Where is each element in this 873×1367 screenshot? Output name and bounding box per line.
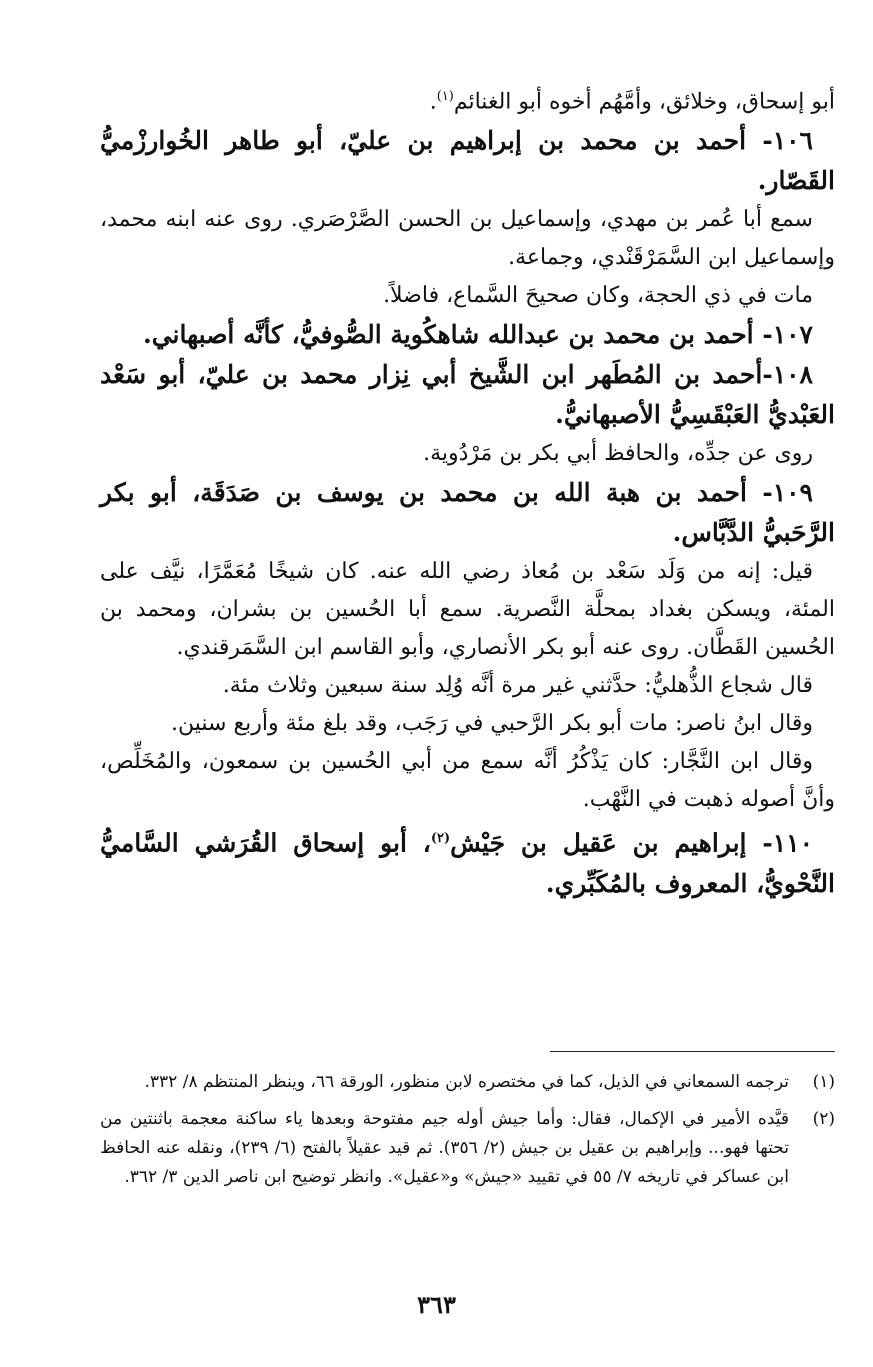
entry-paragraph: مات في ذي الحجة، وكان صحيحَ السَّماع، فاضلاً. — [383, 283, 813, 309]
entry-heading-108: ١٠٨-أحمد بن المُطَهر ابن الشَّيخ أبي نِزار محمد بن عليّ، أبو سَعْد العَبْديُّ العَبْقَسِيُّ الأصبهانيُّ. — [100, 360, 835, 430]
entry-paragraph: قيل: إنه من وَلَد سَعْد بن مُعاذ رضي الله عنه. كان شيخًا مُعَمَّرًا، نيَّف على المئة، ويسكن بغداد بمحلَّة النَّصرية. سمع أبا الحُسين بن بشران، ومحمد بن الحُسين القَطَّان. روى عنه أبو بكر الأنصاري، وأبو القاسم ابن السَّمَرقندي. — [100, 559, 835, 661]
entry-heading-107: ١٠٧- أحمد بن محمد بن عبدالله شاهكُوية الصُّوفيُّ، كأنَّه أصبهاني. — [143, 320, 813, 350]
main-text — [100, 78, 835, 904]
paragraph-continuation — [100, 78, 835, 121]
entry-paragraph: وقال ابن النَّجَّار: كان يَذْكُرُ أنَّه سمع من أبي الحُسين بن سمعون، والمُخَلِّص، وأنَّ أصوله ذهبت في النَّهْب. — [100, 749, 835, 813]
footnote-reference[interactable]: (١) — [436, 89, 454, 104]
paragraph-text: أبو إسحاق، وخلائق، وأمَّهُم أخوه أبو الغنائم — [453, 89, 835, 115]
footnotes — [100, 1068, 835, 1200]
footnote-mark: (٢) — [812, 1109, 835, 1129]
entry-heading-110 — [100, 819, 835, 903]
footnote — [100, 1068, 835, 1097]
entry-paragraph: وقال ابنُ ناصر: مات أبو بكر الرَّحبي في رَجَب، وقد بلغ مئة وأربع سنين. — [171, 711, 813, 737]
entry-paragraph: روى عن جدِّه، والحافظ أبي بكر بن مَرْدُوية. — [423, 441, 813, 467]
footnote-text: ترجمه السمعاني في الذيل، كما في مختصره لابن منظور، الورقة ٦٦، وينظر المنتظم ٨/ ٣٣٢. — [144, 1072, 789, 1092]
entry-heading-109: ١٠٩- أحمد بن هبة الله بن محمد بن يوسف بن صَدَقَة، أبو بكر الرَّحَبيُّ الدَّبَّاس. — [100, 478, 835, 548]
footnote-reference[interactable]: (٢) — [430, 831, 451, 847]
entry-paragraph: سمع أبا عُمر بن مهدي، وإسماعيل بن الحسن الصَّرْصَري. روى عنه ابنه محمد، وإسماعيل ابن السَّمَرْقَنْدي، وجماعة. — [100, 207, 835, 271]
heading-text: ، أبو إسحاق القُرَشي السَّاميُّ النَّحْويُّ، المعروف بالمُكَبِّري. — [100, 828, 835, 898]
footnote — [100, 1105, 835, 1192]
footnote-mark: (١) — [812, 1072, 835, 1092]
entry-heading-106: ١٠٦- أحمد بن محمد بن إبراهيم بن عليّ، أبو طاهر الخُوارزْميُّ القَصّار. — [100, 126, 835, 196]
paragraph-end: . — [429, 89, 437, 115]
page-number: ٣٦٣ — [417, 1290, 456, 1319]
entry-paragraph: قال شجاع الذُّهليُّ: حدَّثني غير مرة أنَّه وُلِد سنة سبعين وثلاث مئة. — [222, 673, 813, 699]
heading-text: ١١٠- إبراهيم بن عَقيل بن جَيْش — [450, 828, 814, 858]
footnote-divider — [550, 1051, 835, 1052]
footnote-text: قيَّده الأمير في الإكمال، فقال: وأما جيش أوله جيم مفتوحة وبعدها ياء ساكنة معجمة باثنتين من تحتها فهو... وإبراهيم بن عقيل بن جيش (٢/ ٣٥٦). ثم قيد عقيلاً بالفتح (٦/ ٢٣٩)، ونقله عنه الحافظ ابن عساكر في تاريخه ٧/ ٥٥ في تقييد «جيش» و«عقيل». وانظر توضيح ابن ناصر الدين ٣/ ٣٦٢. — [100, 1109, 789, 1187]
